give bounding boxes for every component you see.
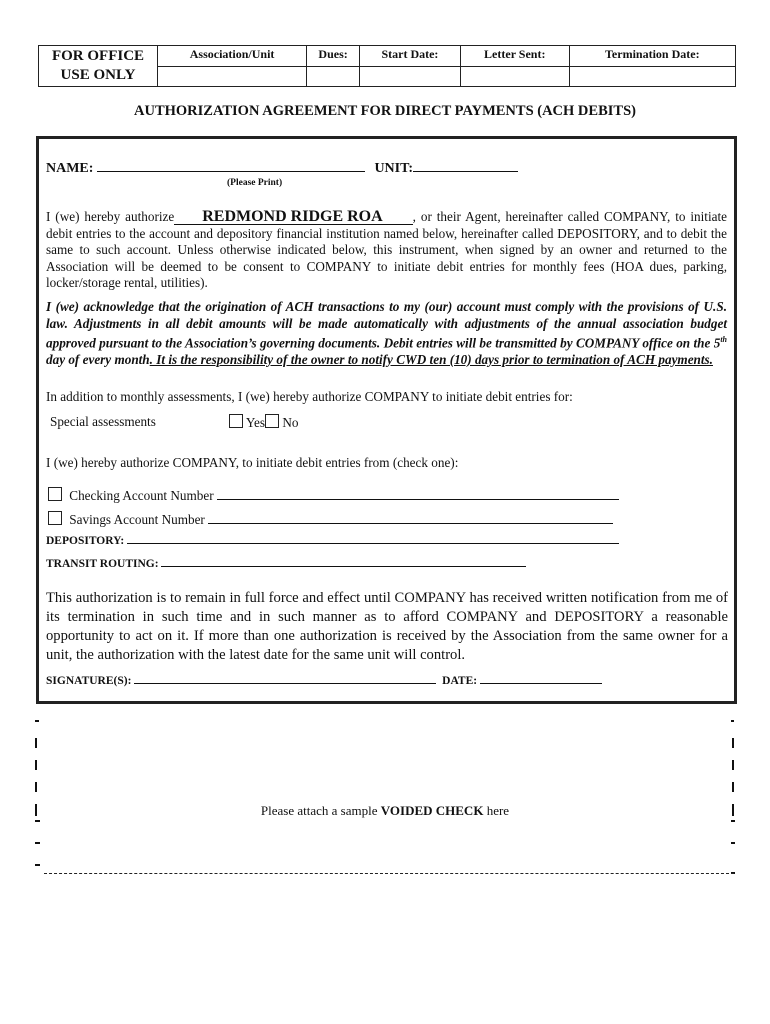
association-name-field[interactable]: REDMOND RIDGE ROA: [174, 210, 412, 225]
dash-mark: [35, 738, 37, 748]
dash-mark: [35, 720, 39, 722]
page-title: AUTHORIZATION AGREEMENT FOR DIRECT PAYMENTS (ACH DEBITS): [134, 103, 636, 119]
no-label: No: [282, 415, 299, 430]
cell-dues[interactable]: [307, 67, 360, 87]
col-start-date: Start Date:: [359, 46, 460, 67]
savings-row: [48, 511, 613, 529]
dash-mark: [732, 760, 734, 770]
attach-prefix: Please attach a sample: [260, 803, 381, 818]
col-association-unit: Association/Unit: [158, 46, 307, 67]
authorization-paragraph: [46, 209, 727, 292]
acknowledgement-paragraph: [46, 299, 727, 368]
transit-routing-label: TRANSIT ROUTING:: [46, 558, 159, 570]
signature-row: [46, 675, 602, 687]
dash-mark: [732, 738, 734, 748]
dash-mark: [35, 782, 37, 792]
transit-routing-row: [46, 558, 526, 570]
authorize-body: initiate debit entries to the account and depository financial institution named below, hereinafter called DEPOSITORY, and to debit the same to such account. Unless otherwise indicated below, this instrument, when signed by an owner and returned to the Association will be deemed to be consent to COMPANY to initiate debit entries for monthly fees (HOA dues, parking, locker/storage rental, utilities).: [46, 209, 728, 290]
dash-mark: [35, 760, 37, 770]
name-label: NAME:: [46, 161, 94, 176]
savings-label: Savings Account Number: [69, 512, 205, 527]
ack-superscript: th: [720, 335, 727, 344]
special-assessments-label: Special assessments: [50, 414, 156, 429]
yes-label: Yes: [245, 415, 266, 430]
dash-mark: [35, 820, 40, 822]
please-print-note: (Please Print): [227, 178, 283, 188]
date-label: DATE:: [442, 675, 478, 687]
authorize-suffix: , or their Agent, hereinafter called COMPANY, to: [412, 209, 686, 224]
name-row: [46, 161, 518, 177]
checking-label: Checking Account Number: [69, 488, 214, 503]
unit-label: UNIT:: [374, 161, 414, 176]
authorization-terms: This authorization is to remain in full force and effect until COMPANY has received written notification from me of its termination in such time and in such manner as to afford COMPANY and DEPOSITORY a reasonable opportunity to act on it. If more than one authorization is received by the Association from the same owner for a unit, the authorization with the latest date for the same unit will control.: [46, 590, 728, 663]
ack-underlined-text: . It is the responsibility of the owner to notify CWD ten (10) days prior to termination of ACH payments.: [149, 351, 713, 367]
account-type-prompt: I (we) hereby authorize COMPANY, to initiate debit entries from (check one):: [46, 455, 459, 470]
checking-account-field[interactable]: [217, 499, 619, 500]
checking-row: [48, 487, 619, 505]
yes-checkbox[interactable]: [229, 414, 243, 428]
office-use-table: [38, 45, 736, 87]
dash-mark: [732, 782, 734, 792]
savings-account-field[interactable]: [208, 523, 613, 524]
date-field[interactable]: [480, 683, 602, 684]
attach-suffix: here: [483, 803, 510, 818]
authorize-prefix: I (we) hereby authorize: [46, 209, 175, 224]
cell-termination-date[interactable]: [569, 67, 735, 87]
checking-checkbox[interactable]: [48, 487, 62, 501]
transit-routing-field[interactable]: [161, 566, 526, 567]
unit-field[interactable]: [413, 171, 518, 172]
attach-bold: VOIDED CHECK: [380, 803, 484, 818]
dash-mark: [731, 820, 735, 822]
col-termination-date: Termination Date:: [569, 46, 735, 67]
additional-authorization-text: In addition to monthly assessments, I (we) hereby authorize COMPANY to initiate debit entries for:: [46, 389, 573, 404]
special-assessments-options: [229, 414, 298, 432]
cell-association-unit[interactable]: [158, 67, 307, 87]
depository-label: DEPOSITORY:: [46, 535, 125, 547]
col-letter-sent: Letter Sent:: [460, 46, 569, 67]
signature-label: SIGNATURE(S):: [46, 675, 132, 687]
cell-letter-sent[interactable]: [460, 67, 569, 87]
dash-mark: [731, 720, 734, 722]
cell-start-date[interactable]: [359, 67, 460, 87]
ack-text: I (we) acknowledge that the origination of ACH transactions to my (our) account must comply with the provisions of U.S. law. Adjustments in all debit amounts will be made automatically with adjustments of the annual association budget approved pursuant to the Association’s governing documents. Debit entries will be transmitted by COMPANY office on the 5: [46, 299, 727, 351]
dash-mark: [35, 842, 40, 844]
name-field[interactable]: [97, 171, 365, 172]
cut-line-bottom: [44, 873, 734, 874]
authorization-form: [36, 136, 737, 704]
ack-text-2: day of every month: [46, 351, 150, 367]
savings-checkbox[interactable]: [48, 511, 62, 525]
signature-field[interactable]: [134, 683, 436, 684]
depository-field[interactable]: [127, 543, 619, 544]
dash-mark: [731, 842, 735, 844]
col-dues: Dues:: [307, 46, 360, 67]
no-checkbox[interactable]: [265, 414, 279, 428]
voided-check-instruction: [0, 803, 770, 819]
depository-row: [46, 535, 619, 547]
office-use-label: FOR OFFICE USE ONLY: [39, 46, 158, 87]
dash-mark: [35, 864, 40, 866]
